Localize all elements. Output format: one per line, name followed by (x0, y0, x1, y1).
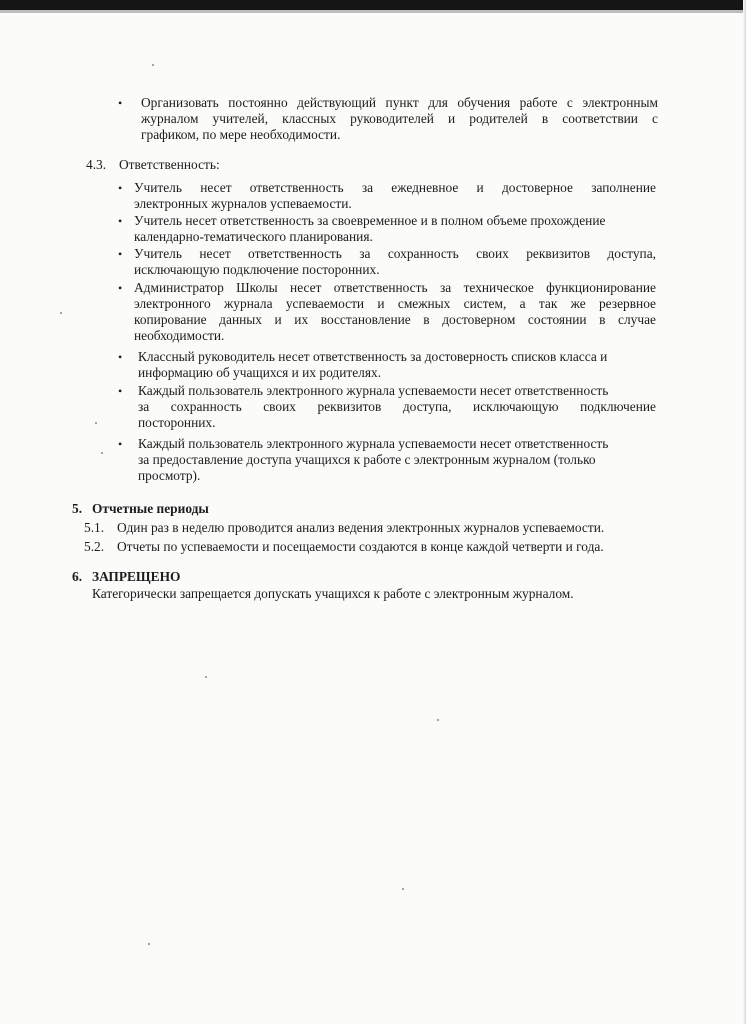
text-line: электронных журналов успеваемости. (134, 196, 352, 211)
bullet-icon: • (118, 214, 123, 228)
text-line: Классный руководитель несет ответственность за достоверность списков класса и (138, 349, 608, 364)
item-number: 5.2. (84, 539, 105, 554)
text-line: календарно-тематического планирования. (134, 229, 373, 244)
text-line: Учитель несет ответственность за сохранность своих реквизитов доступа, (134, 246, 656, 261)
bullet-icon: • (118, 281, 123, 295)
scan-speck (95, 422, 97, 424)
scan-speck (148, 943, 150, 945)
section-number: 4.3. (86, 157, 107, 172)
text-line: журналом учителей, классных руководителей и родителей в соответствии с (141, 111, 658, 126)
text-line: за предоставление доступа учащихся к работе с электронным журналом (только (138, 452, 596, 467)
scan-speck (60, 312, 62, 314)
text-line: за сохранность своих реквизитов доступа, исключающую подключение (138, 399, 656, 414)
scan-speck (152, 64, 154, 66)
text-line: исключающую подключение посторонних. (134, 262, 380, 277)
scan-edge-shadow (0, 10, 746, 13)
text-line: Организовать постоянно действующий пункт для обучения работе с электронным (141, 95, 658, 110)
section-title: Отчетные периоды (92, 501, 209, 516)
text-line: просмотр). (138, 468, 201, 483)
section-title: ЗАПРЕЩЕНО (92, 569, 181, 584)
text-line: Учитель несет ответственность за ежедневное и достоверное заполнение (134, 180, 656, 195)
bullet-icon: • (118, 384, 123, 398)
scan-speck (101, 452, 103, 454)
text-line: копирование данных и их восстановление в достоверном состоянии в случае (134, 312, 656, 327)
text-line: Каждый пользователь электронного журнала успеваемости несет ответственность (138, 383, 609, 398)
text-line: Каждый пользователь электронного журнала успеваемости несет ответственность (138, 436, 609, 451)
section-title: Ответственность: (119, 157, 220, 172)
text-line: Администратор Школы несет ответственность за техническое функционирование (134, 280, 656, 295)
item-text: Один раз в неделю проводится анализ ведения электронных журналов успеваемости. (117, 520, 605, 535)
text-line: посторонних. (138, 415, 216, 430)
bullet-icon: • (118, 96, 123, 110)
bullet-icon: • (118, 181, 123, 195)
item-text: Отчеты по успеваемости и посещаемости создаются в конце каждой четверти и года. (117, 539, 604, 554)
section-text: Категорически запрещается допускать учащихся к работе с электронным журналом. (92, 586, 574, 601)
section-number: 5. (72, 501, 83, 516)
text-line: графиком, по мере необходимости. (141, 127, 341, 142)
text-line: информацию об учащихся и их родителях. (138, 365, 382, 380)
item-number: 5.1. (84, 520, 105, 535)
bullet-icon: • (118, 437, 123, 451)
text-line: необходимости. (134, 328, 225, 343)
scan-speck (205, 676, 207, 678)
scan-speck (437, 719, 439, 721)
bullet-icon: • (118, 350, 123, 364)
section-number: 6. (72, 569, 83, 584)
text-line: Учитель несет ответственность за своевременное и в полном объеме прохождение (134, 213, 606, 228)
scan-edge-top (0, 0, 746, 10)
text-line: электронного журнала успеваемости и смежных систем, а так же резервное (134, 296, 656, 311)
scan-speck (402, 888, 404, 890)
bullet-icon: • (118, 247, 123, 261)
